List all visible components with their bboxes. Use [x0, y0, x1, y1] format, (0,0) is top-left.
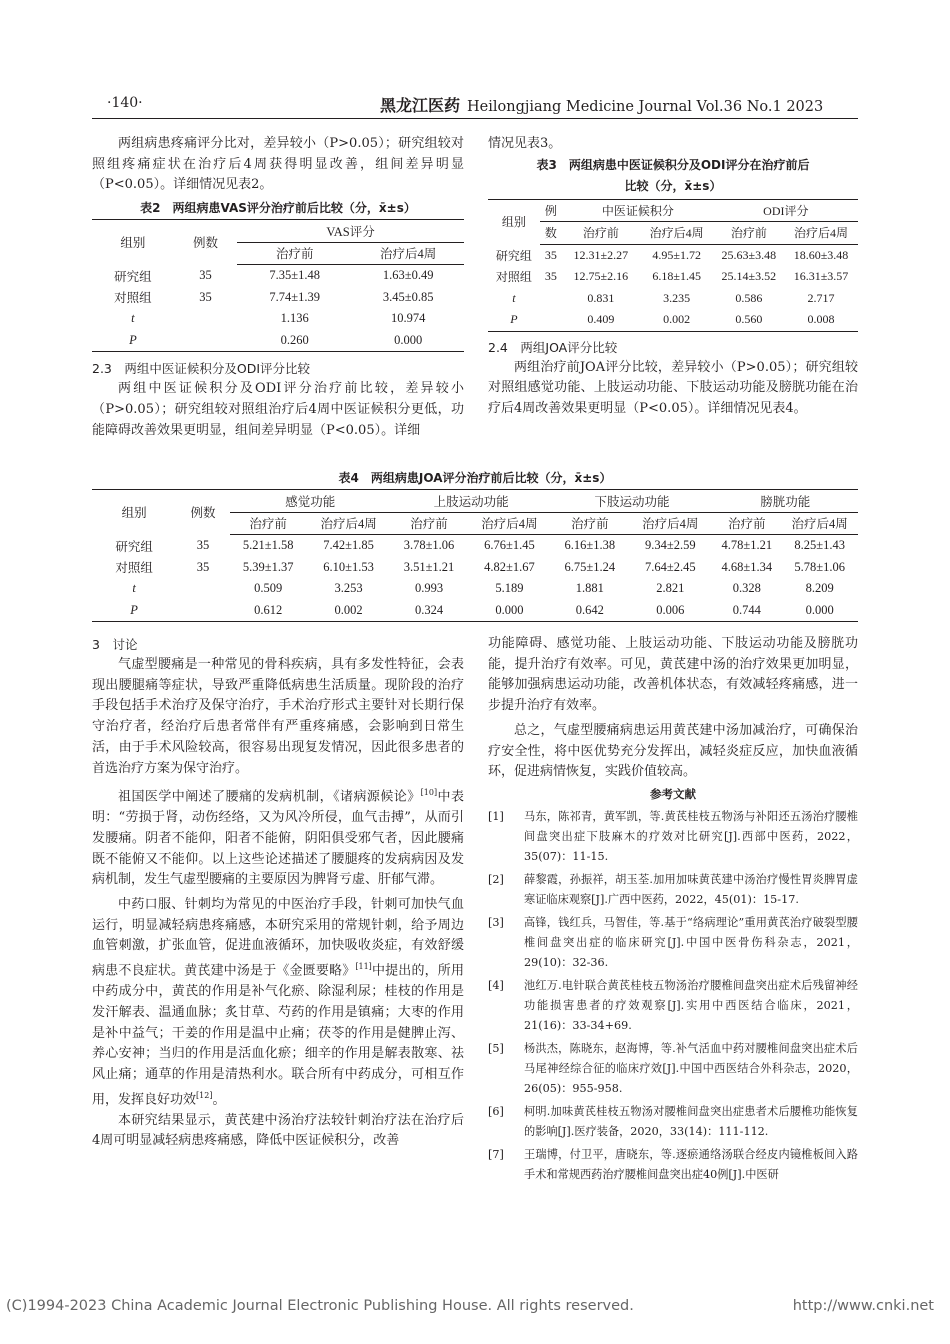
table-cell: 5.189 — [495, 581, 524, 596]
table-cell: t — [131, 311, 135, 326]
table-cell: 0.509 — [254, 581, 283, 596]
table-cell: 3.51±1.21 — [403, 559, 455, 574]
reference-number: [3] — [488, 915, 504, 929]
table-cell: 2.821 — [656, 581, 685, 596]
table4-header-upper-limb: 上肢运动功能 — [391, 490, 552, 513]
table-cell: 对照组 — [114, 291, 152, 306]
table-cell: 0.409 — [562, 309, 640, 331]
table-cell: 12.75±2.16 — [573, 269, 629, 284]
table-cell: 3.45±0.85 — [382, 289, 434, 304]
table-cell: 研究组 — [495, 248, 532, 263]
table-row — [488, 288, 858, 310]
table-cell: 6.18±1.45 — [652, 269, 701, 284]
table-cell: 35 — [196, 559, 210, 574]
table-row — [92, 535, 858, 557]
right-column-bottom — [488, 634, 858, 1188]
journal-name-cn: 黑龙江医药 — [380, 96, 461, 115]
table4-header-bladder: 膀胱功能 — [712, 490, 858, 513]
table4-header-post: 治疗后4周 — [306, 512, 390, 535]
discussion-paragraph-3 — [92, 895, 464, 1111]
table-row — [92, 578, 858, 600]
table-cell: 6.16±1.38 — [564, 538, 616, 553]
table-cell: 0.002 — [640, 309, 714, 331]
table-row — [92, 330, 464, 352]
table-cell — [174, 330, 237, 352]
reference-item — [488, 1102, 858, 1142]
table-cell: 7.64±2.45 — [644, 559, 696, 574]
table-cell: t — [132, 581, 136, 596]
reference-number: [6] — [488, 1104, 504, 1118]
table-cell: 0.006 — [628, 600, 712, 622]
reference-item — [488, 1145, 858, 1185]
table4-header-post: 治疗后4周 — [781, 512, 858, 535]
table-row — [92, 600, 858, 622]
table3 — [488, 199, 858, 332]
table-cell: 0.993 — [414, 581, 444, 596]
table3-header-tcm: 中医证候积分 — [562, 199, 714, 222]
citation-ref: [12] — [196, 1090, 213, 1100]
discussion-title: 3 讨论 — [92, 637, 138, 652]
cnki-link[interactable]: http://www.cnki.net — [792, 1298, 934, 1314]
table-cell — [174, 308, 237, 330]
table3-header-pre: 治疗前 — [714, 222, 784, 245]
reference-number: [5] — [488, 1041, 504, 1055]
discussion-p2-text-b: 中表明：“劳损于肾，动伤经络，又为风冷所侵，血气击搏”，从而引发腰痛。阴者不能仰，阳者不能俯，阴阳俱受邪气者，因此腰痛既不能俯又不能仰。以上这些论述描述了腰腿疼的发病病因及发病机制，发生气虚型腰痛的主要原因为脾肾亏虚、肝郁气滞。 — [92, 789, 464, 888]
reference-number: [1] — [488, 809, 504, 823]
citation-ref: [11] — [355, 962, 372, 972]
table4-header-lower-limb: 下肢运动功能 — [552, 490, 713, 513]
table-cell: 35 — [199, 268, 212, 283]
copyright-footer — [6, 1298, 946, 1314]
reference-text: 薛黎霞，孙振祥，胡玉荃.加用加味黄芪建中汤治疗慢性胃炎脾胃虚寒证临床观察[J].广西中医药，2022，45(01)：15-17. — [524, 872, 858, 906]
table-cell: 35 — [544, 269, 557, 284]
reference-list — [488, 807, 858, 1185]
table-cell: 0.560 — [714, 309, 784, 331]
reference-text: 王瑞博，付卫平，唐晓东，等.逐瘀通络汤联合经皮内镜椎板间入路手术和常规西药治疗腰椎间盘突出症40例[J].中医研 — [524, 1147, 858, 1181]
section-2-3-text: 两组中医证候积分及ODI评分治疗前比较，差异较小（P>0.05）；研究组较对照组治疗后4周中医证候积分更低，功能障碍改善效果更明显，组间差异明显（P<0.05）。详细 — [92, 381, 464, 438]
table2-header-pre: 治疗前 — [237, 242, 352, 265]
table-cell — [540, 288, 562, 310]
table3-header-n2: 数 — [540, 222, 562, 245]
table-cell: 4.68±1.34 — [721, 559, 773, 574]
table-row — [488, 309, 858, 331]
table3-header-odi: ODI评分 — [714, 199, 858, 222]
table-row — [92, 308, 464, 330]
copyright-text: (C)1994-2023 China Academic Journal Electronic Publishing House. All rights reserved. — [6, 1298, 634, 1314]
table-cell: 18.60±3.48 — [793, 247, 849, 262]
references-title: 参考文献 — [650, 786, 696, 801]
table-cell: 6.76±1.45 — [484, 538, 535, 553]
table4-header-n: 例数 — [176, 490, 230, 535]
table4-caption: 表4 两组病患JOA评分治疗前后比较（分，x̄±s） — [338, 471, 612, 485]
table4-header-pre: 治疗前 — [712, 512, 781, 535]
table-cell — [176, 600, 230, 622]
table-cell: 0.642 — [552, 600, 629, 622]
table-cell: 8.25±1.43 — [794, 538, 845, 553]
table-cell: 5.78±1.06 — [794, 559, 845, 574]
table4-header-pre: 治疗前 — [391, 512, 468, 535]
table4-block — [92, 468, 858, 622]
table-cell: 0.260 — [237, 330, 352, 352]
table-cell: 1.136 — [280, 311, 309, 326]
discussion-p3-text-b: 中提出的，所用中药成分中，黄芪的作用是补气化瘀、除湿利尿；桂枝的作用是发汗解表、温通血脉；炙甘草、芍药的作用是镇痛；大枣的作用是补中益气；干姜的作用是温中止痛；茯苓的作用是健脾止泻、养心安神；当归的作用是活血化瘀；细辛的作用是解表散寒、祛风止痛；通草的作用是清热利水。联合所有中药成分，可相互作用，发挥良好功效 — [92, 963, 464, 1108]
table-cell: 5.39±1.37 — [242, 559, 294, 574]
discussion-p3-text-a: 中药口服、针刺均为常见的中医治疗手段，针刺可加快气血运行，明显减轻病患疼痛感，本研究采用的常规针刺，给予周边血管刺激，扩张血管，促进血液循环，加快吸收炎症，有效舒缓病患不良症状。黄芪建中汤是于《金匮要略》 — [92, 897, 464, 979]
table-cell: 4.95±1.72 — [652, 247, 701, 262]
page-number: ·140· — [107, 95, 143, 111]
table-cell: 35 — [196, 538, 210, 552]
table-cell: 0.008 — [784, 309, 858, 331]
table4-header-post: 治疗后4周 — [628, 512, 712, 535]
table-cell: 1.63±0.49 — [382, 268, 434, 283]
reference-item — [488, 807, 858, 867]
table-cell: 0.000 — [467, 600, 551, 622]
table-cell: 0.000 — [352, 330, 464, 352]
table-cell: 7.42±1.85 — [323, 538, 374, 553]
table-cell: 9.34±2.59 — [644, 538, 696, 553]
reference-text: 马东，陈祁青，黄军凯，等.黄芪桂枝五物汤与补阳还五汤治疗腰椎间盘突出症下肢麻木的疗效对比研究[J].西部中医药，2022，35(07)：11-15. — [524, 809, 858, 863]
table-cell: 8.209 — [805, 581, 834, 596]
table-row — [488, 244, 858, 266]
table4 — [92, 489, 858, 622]
table3-caption-line1: 表3 两组病患中医证候积分及ODI评分在治疗前后 — [536, 157, 810, 172]
table-row — [488, 266, 858, 288]
table-cell — [176, 578, 230, 600]
left-column-top — [92, 134, 464, 441]
table-cell: 35 — [544, 247, 557, 262]
table-cell: 35 — [199, 289, 212, 304]
table3-caption-line2: 比较（分，x̄±s） — [624, 178, 722, 193]
reference-item — [488, 1039, 858, 1099]
table4-header-pre: 治疗前 — [552, 512, 629, 535]
table2-header-group: 组别 — [92, 220, 174, 265]
reference-number: [7] — [488, 1147, 504, 1161]
citation-ref: [10] — [420, 788, 438, 798]
discussion-paragraph-5: 总之，气虚型腰痛病患运用黄芪建中汤加减治疗，可确保治疗安全性，将中医优势充分发挥出，减轻炎症反应，加快血液循环，促进病情恢复，实践价值较高。 — [488, 722, 858, 780]
table-cell: 对照组 — [495, 270, 532, 285]
table-cell: 0.744 — [712, 600, 781, 622]
table-cell: t — [512, 290, 516, 305]
table-cell: 0.586 — [735, 290, 763, 305]
reference-number: [2] — [488, 872, 504, 886]
table-cell: 研究组 — [114, 269, 152, 284]
table-cell: 0.612 — [230, 600, 307, 622]
table-row — [92, 287, 464, 309]
table-cell: 3.253 — [334, 581, 363, 596]
journal-name-en: Heilongjiang Medicine Journal Vol.36 No.1 2023 — [467, 99, 824, 115]
table3-header-group: 组别 — [488, 199, 540, 244]
table-cell: 25.63±3.48 — [721, 247, 777, 262]
reference-text: 池红万.电针联合黄芪桂枝五物汤治疗腰椎间盘突出症术后残留神经功能损害患者的疗效观察[J].实用中西医结合临床，2021，21(16)：33-34+69. — [524, 978, 858, 1032]
table-cell: 3.78±1.06 — [403, 538, 455, 553]
table-cell: 0.831 — [587, 290, 615, 305]
discussion-p3-text-c: 。 — [212, 1092, 226, 1108]
table-cell: 0.000 — [781, 600, 858, 622]
discussion-paragraph-2 — [92, 783, 464, 891]
right-column-top — [488, 134, 858, 420]
table-cell: 研究组 — [115, 539, 153, 554]
table-cell: 3.235 — [663, 290, 691, 305]
table4-header-pre: 治疗前 — [230, 512, 307, 535]
table4-header-sensory: 感觉功能 — [230, 490, 391, 513]
table2-header-vas: VAS评分 — [237, 220, 464, 243]
table4-header-group: 组别 — [92, 490, 176, 535]
table-cell: 12.31±2.27 — [573, 247, 629, 262]
table2 — [92, 219, 464, 352]
table-cell: 6.10±1.53 — [323, 559, 374, 574]
table-row — [92, 265, 464, 287]
table-cell: 7.35±1.48 — [269, 268, 321, 283]
table-cell: P — [92, 330, 174, 352]
table4-header-post: 治疗后4周 — [467, 512, 551, 535]
reference-text: 柯明.加味黄芪桂枝五物汤对腰椎间盘突出症患者术后腰椎功能恢复的影响[J].医疗装备，2020，33(14)：111-112. — [524, 1104, 858, 1138]
table-cell: 0.328 — [732, 581, 761, 596]
table-cell: 2.717 — [807, 290, 835, 305]
left-column-bottom — [92, 634, 464, 1152]
table3-header-pre: 治疗前 — [562, 222, 640, 245]
table-cell: 对照组 — [115, 561, 153, 576]
table-cell: 6.75±1.24 — [564, 559, 616, 574]
reference-text: 杨洪杰，陈晓东，赵海博，等.补气活血中药对腰椎间盘突出症术后马尾神经综合征的临床疗效[J].中国中西医结合外科杂志，2020，26(05)：955-958. — [524, 1041, 858, 1095]
table-cell: 0.324 — [391, 600, 468, 622]
journal-title — [380, 93, 823, 116]
table-cell: 4.78±1.21 — [721, 538, 773, 553]
section-2-4-title: 2.4 两组JOA评分比较 — [488, 339, 618, 355]
table-cell: 7.74±1.39 — [269, 289, 321, 304]
table-row — [92, 557, 858, 579]
discussion-paragraph-4-cont: 功能障碍、感觉功能、上肢运动功能、下肢运动功能及膀胱功能，提升治疗有效率。可见，黄芪建中汤的治疗效果更加明显，能够加强病患运动功能，改善机体状态，有效减轻疼痛感，进一步提升治疗有效率。 — [488, 636, 858, 714]
discussion-paragraph-4: 本研究结果显示，黄芪建中汤治疗法较针刺治疗法在治疗后4周可明显减轻病患疼痛感，降低中医证候积分，改善 — [92, 1112, 464, 1149]
discussion-p2-text-a: 祖国医学中阐述了腰痛的发病机制，《诸病源候论》 — [118, 789, 421, 805]
section-2-3-title: 2.3 两组中医证候积分及ODI评分比较 — [92, 361, 311, 377]
table3-header-n1: 例 — [540, 199, 562, 222]
running-header — [92, 92, 858, 119]
table3-reference-text: 情况见表3。 — [488, 136, 562, 151]
table-cell — [540, 309, 562, 331]
table-cell: 4.82±1.67 — [484, 559, 535, 574]
section-2-4-text: 两组治疗前JOA评分比较，差异较小（P>0.05）；研究组较对照组感觉功能、上肢运动功能、下肢运动功能及膀胱功能在治疗后4周改善效果更明显（P<0.05）。详细情况见表4。 — [488, 359, 858, 417]
table-cell: 1.881 — [575, 581, 604, 596]
reference-number: [4] — [488, 978, 504, 992]
table-cell: P — [92, 600, 176, 622]
table2-header-n: 例数 — [174, 220, 237, 265]
reference-item — [488, 976, 858, 1036]
table3-header-post: 治疗后4周 — [640, 222, 714, 245]
table2-caption: 表2 两组病患VAS评分治疗前后比较（分，x̄±s） — [140, 201, 416, 216]
table-cell: 25.14±3.52 — [721, 269, 777, 284]
table-cell: 10.974 — [391, 311, 426, 326]
table-cell: 5.21±1.58 — [242, 538, 294, 553]
table-cell: P — [488, 309, 540, 331]
table2-header-post: 治疗后4周 — [352, 242, 464, 265]
table-cell: 0.002 — [306, 600, 390, 622]
results-paragraph-vas: 两组病患疼痛评分比对，差异较小（P>0.05）；研究组较对照组疼痛症状在治疗后4周获得明显改善，组间差异明显（P<0.05）。详细情况见表2。 — [92, 136, 464, 193]
discussion-paragraph-1: 气虚型腰痛是一种常见的骨科疾病，具有多发性特征，会表现出腰腿痛等症状，导致严重降低病患生活质量。现阶段的治疗手段包括手术治疗及保守治疗，手术治疗形式主要针对长期行保守治疗者，经治疗后患者常伴有严重疼痛感，会影响到日常生活，由于手术风险较高，很容易出现复发情况，因此很多患者的首选治疗方案为保守治疗。 — [92, 657, 464, 776]
table-cell: 16.31±3.57 — [793, 269, 849, 284]
table3-header-post: 治疗后4周 — [784, 222, 858, 245]
reference-item — [488, 913, 858, 973]
reference-text: 高锋，钱红兵，马智佳，等.基于“络病理论”重用黄芪治疗破裂型腰椎间盘突出症的临床研究[J].中国中医骨伤科杂志，2021，29(10)：32-36. — [524, 915, 858, 969]
reference-item — [488, 870, 858, 910]
